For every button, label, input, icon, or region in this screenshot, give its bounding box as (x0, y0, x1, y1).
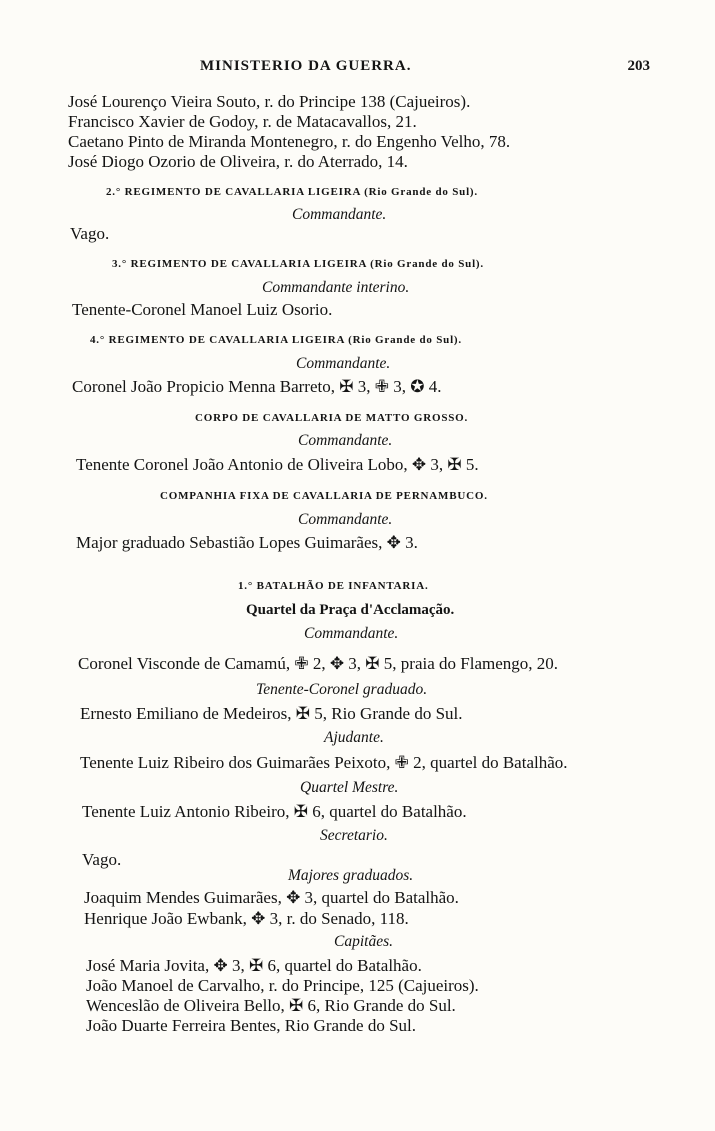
text-line: Tenente Luiz Antonio Ribeiro, ✠ 6, quartel do Batalhão. (82, 802, 467, 821)
text-line: Coronel João Propicio Menna Barreto, ✠ 3, ✙ 3, ✪ 4. (72, 377, 442, 396)
text-line: Henrique João Ewbank, ✥ 3, r. do Senado, 118. (84, 909, 409, 928)
role-heading: Commandante. (298, 432, 393, 449)
text-line: Vago. (82, 850, 122, 869)
section-heading: 2.° REGIMENTO DE CAVALLARIA LIGEIRA (Rio Grande do Sul). (106, 186, 478, 198)
role-heading: Majores graduados. (288, 867, 414, 884)
section-heading: CORPO DE CAVALLARIA DE MATTO GROSSO. (195, 412, 469, 424)
text-line: Vago. (70, 224, 110, 243)
section-heading: COMPANHIA FIXA DE CAVALLARIA DE PERNAMBUCO. (160, 490, 488, 502)
text-line: José Diogo Ozorio de Oliveira, r. do Aterrado, 14. (68, 152, 408, 171)
section-heading: 1.° BATALHÃO DE INFANTARIA. (238, 580, 429, 592)
role-heading: Capitães. (334, 933, 393, 950)
role-heading: Commandante interino. (262, 279, 410, 296)
role-heading: Ajudante. (324, 729, 384, 746)
role-heading: Commandante. (296, 355, 391, 372)
section-heading: 3.° REGIMENTO DE CAVALLARIA LIGEIRA (Rio Grande do Sul). (112, 258, 484, 270)
role-heading: Commandante. (292, 206, 387, 223)
text-line: Joaquim Mendes Guimarães, ✥ 3, quartel do Batalhão. (84, 888, 459, 907)
role-heading: Commandante. (298, 511, 393, 528)
text-line: Tenente Coronel João Antonio de Oliveira Lobo, ✥ 3, ✠ 5. (76, 455, 479, 474)
text-line: José Maria Jovita, ✥ 3, ✠ 6, quartel do Batalhão. (86, 956, 422, 975)
section-heading: 4.° REGIMENTO DE CAVALLARIA LIGEIRA (Rio Grande do Sul). (90, 334, 462, 346)
text-line: Ernesto Emiliano de Medeiros, ✠ 5, Rio Grande do Sul. (80, 704, 463, 723)
text-line: Wenceslão de Oliveira Bello, ✠ 6, Rio Grande do Sul. (86, 996, 456, 1015)
text-line: Tenente-Coronel Manoel Luiz Osorio. (72, 300, 333, 319)
role-heading: Commandante. (304, 625, 399, 642)
text-line: Caetano Pinto de Miranda Montenegro, r. do Engenho Velho, 78. (68, 132, 511, 151)
running-header (70, 58, 650, 80)
text-line: Tenente Luiz Ribeiro dos Guimarães Peixoto, ✙ 2, quartel do Batalhão. (80, 753, 568, 772)
page-number: 203 (627, 58, 650, 74)
header-title: MINISTERIO DA GUERRA. (200, 58, 412, 74)
text-line: Francisco Xavier de Godoy, r. de Matacavallos, 21. (68, 112, 417, 131)
text-line: Coronel Visconde de Camamú, ✙ 2, ✥ 3, ✠ 5, praia do Flamengo, 20. (78, 654, 559, 673)
text-line: João Manoel de Carvalho, r. do Principe, 125 (Cajueiros). (86, 976, 479, 995)
sub-heading: Quartel da Praça d'Acclamação. (246, 602, 455, 618)
role-heading: Secretario. (320, 827, 388, 844)
role-heading: Quartel Mestre. (300, 779, 399, 796)
text-line: José Lourenço Vieira Souto, r. do Principe 138 (Cajueiros). (68, 92, 471, 111)
text-line: João Duarte Ferreira Bentes, Rio Grande do Sul. (86, 1016, 416, 1035)
text-line: Major graduado Sebastião Lopes Guimarães, ✥ 3. (76, 533, 418, 552)
role-heading: Tenente-Coronel graduado. (256, 681, 428, 698)
